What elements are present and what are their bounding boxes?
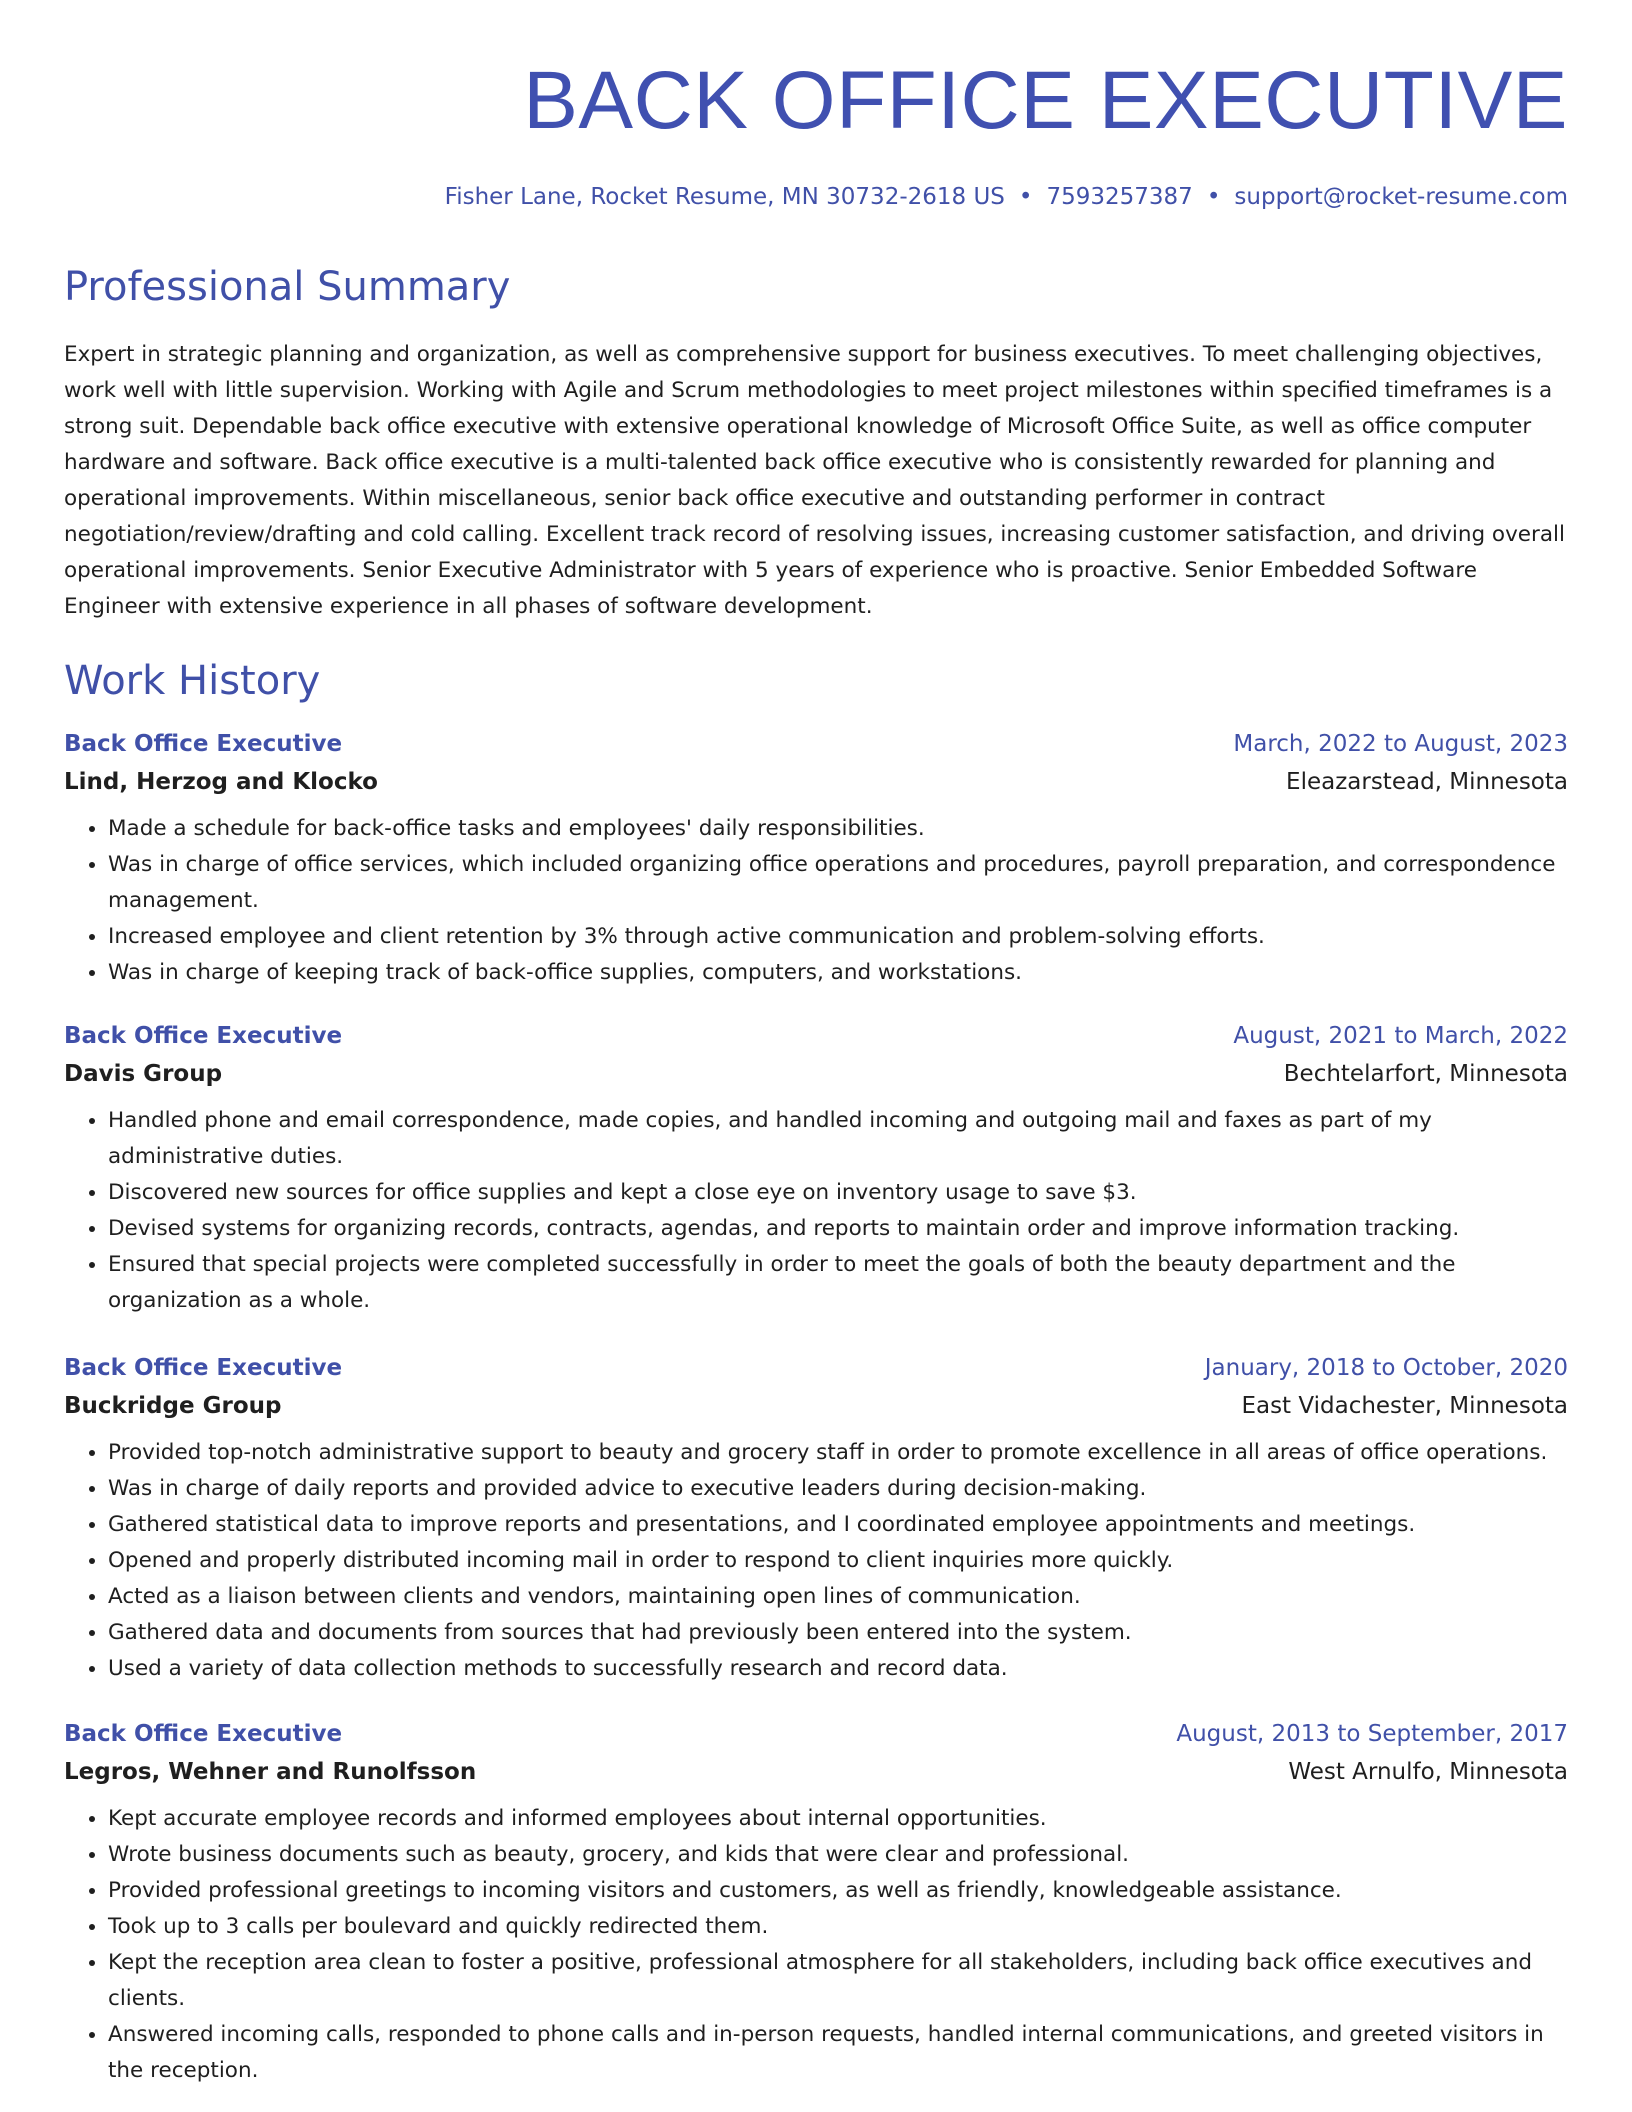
candidate-name: BACK OFFICE EXECUTIVE (523, 55, 1568, 146)
job-bullet: • Acted as a liaison between clients and vendors, maintaining open lines of communication. (108, 1579, 1568, 1615)
job-bullet: • Answered incoming calls, responded to phone calls and in-person requests, handled internal communications, and greeted visitors in the reception. (108, 2017, 1568, 2089)
job-subheader (64, 769, 1568, 795)
resume-header (64, 0, 1568, 209)
job-header (64, 1023, 1568, 1049)
job-dates: August, 2021 to March, 2022 (1233, 1023, 1568, 1049)
contact-phone: 7593257387 (1046, 184, 1193, 210)
job-dates: January, 2018 to October, 2020 (1204, 1355, 1568, 1381)
job-bullet: • Increased employee and client retention by 3% through active communication and problem-solving efforts. (108, 919, 1568, 955)
job-subheader (64, 1759, 1568, 1785)
contact-line (64, 186, 1568, 209)
job-bullet: • Made a schedule for back-office tasks and employees' daily responsibilities. (108, 811, 1568, 847)
contact-separator: • (1206, 184, 1221, 210)
job-bullet: • Kept the reception area clean to foster a positive, professional atmosphere for all stakeholders, including back office executives and clients. (108, 1945, 1568, 2017)
job-header (64, 1721, 1568, 1747)
job-location: Eleazarstead, Minnesota (1286, 769, 1568, 795)
job-dates: August, 2013 to September, 2017 (1176, 1721, 1568, 1747)
job-bullet: • Kept accurate employee records and informed employees about internal opportunities. (108, 1801, 1568, 1837)
job-bullet: • Devised systems for organizing records, contracts, agendas, and reports to maintain order and improve information tracking. (108, 1211, 1568, 1247)
job-title: Back Office Executive (64, 1721, 343, 1747)
company-name: Davis Group (64, 1061, 223, 1087)
job-header (64, 1355, 1568, 1381)
job-location: Bechtelarfort, Minnesota (1283, 1061, 1568, 1087)
summary-heading: Professional Summary (64, 264, 511, 310)
job-bullet: • Provided top-notch administrative support to beauty and grocery staff in order to promote excellence in all areas of office operations. (108, 1435, 1568, 1471)
job-bullet-list (64, 811, 1568, 991)
job-bullet: • Opened and properly distributed incoming mail in order to respond to client inquiries more quickly. (108, 1543, 1568, 1579)
job-bullet: • Was in charge of daily reports and provided advice to executive leaders during decision-making. (108, 1471, 1568, 1507)
job-dates: March, 2022 to August, 2023 (1233, 731, 1568, 757)
contact-separator: • (1018, 184, 1033, 210)
job-subheader (64, 1393, 1568, 1419)
contact-email: support@rocket-resume.com (1234, 184, 1568, 210)
job-bullet: • Was in charge of keeping track of back-office supplies, computers, and workstations. (108, 955, 1568, 991)
job-title: Back Office Executive (64, 1023, 343, 1049)
job-bullet: • Gathered data and documents from sources that had previously been entered into the system. (108, 1615, 1568, 1651)
job-bullet-list (64, 1801, 1568, 2089)
job-header (64, 731, 1568, 757)
job-bullet-list (64, 1435, 1568, 1687)
job-location: West Arnulfo, Minnesota (1288, 1759, 1568, 1785)
job-bullet: • Took up to 3 calls per boulevard and quickly redirected them. (108, 1909, 1568, 1945)
job-bullet: • Ensured that special projects were completed successfully in order to meet the goals of both the beauty department and the organization as a whole. (108, 1247, 1568, 1319)
job-subheader (64, 1061, 1568, 1087)
work-history-list (64, 731, 1568, 2089)
job-entry (64, 1721, 1568, 2089)
company-name: Buckridge Group (64, 1393, 282, 1419)
job-bullet: • Was in charge of office services, which included organizing office operations and procedures, payroll preparation, and correspondence management. (108, 847, 1568, 919)
job-title: Back Office Executive (64, 731, 343, 757)
job-entry (64, 1355, 1568, 1687)
job-entry (64, 731, 1568, 991)
job-bullet: • Provided professional greetings to incoming visitors and customers, as well as friendly, knowledgeable assistance. (108, 1873, 1568, 1909)
company-name: Legros, Wehner and Runolfsson (64, 1759, 477, 1785)
work-history-heading: Work History (64, 658, 321, 704)
job-title: Back Office Executive (64, 1355, 343, 1381)
job-entry (64, 1023, 1568, 1319)
company-name: Lind, Herzog and Klocko (64, 769, 378, 795)
job-bullet-list (64, 1103, 1568, 1319)
summary-text: Expert in strategic planning and organization, as well as comprehensive support for business executives. To meet challenging objectives, work well with little supervision. Working with Agile and Scrum methodologies to meet project milestones within specified timeframes is a strong suit. Dependable back office executive with extensive operational knowledge of Microsoft Office Suite, as well as office computer hardware and software. Back office executive is a multi-talented back office executive who is consistently rewarded for planning and operational improvements. Within miscellaneous, senior back office executive and outstanding performer in contract negotiation/review/drafting and cold calling. Excellent track record of resolving issues, increasing customer satisfaction, and driving overall operational improvements. Senior Executive Administrator with 5 years of experience who is proactive. Senior Embedded Software Engineer with extensive experience in all phases of software development. (64, 342, 1566, 619)
job-bullet: • Used a variety of data collection methods to successfully research and record data. (108, 1651, 1568, 1687)
job-bullet: • Wrote business documents such as beauty, grocery, and kids that were clear and professional. (108, 1837, 1568, 1873)
contact-address: Fisher Lane, Rocket Resume, MN 30732-2618 US (444, 184, 1005, 210)
job-location: East Vidachester, Minnesota (1241, 1393, 1568, 1419)
job-bullet: • Discovered new sources for office supplies and kept a close eye on inventory usage to save $3. (108, 1175, 1568, 1211)
job-bullet: • Gathered statistical data to improve reports and presentations, and I coordinated employee appointments and meetings. (108, 1507, 1568, 1543)
job-bullet: • Handled phone and email correspondence, made copies, and handled incoming and outgoing mail and faxes as part of my administrative duties. (108, 1103, 1568, 1175)
